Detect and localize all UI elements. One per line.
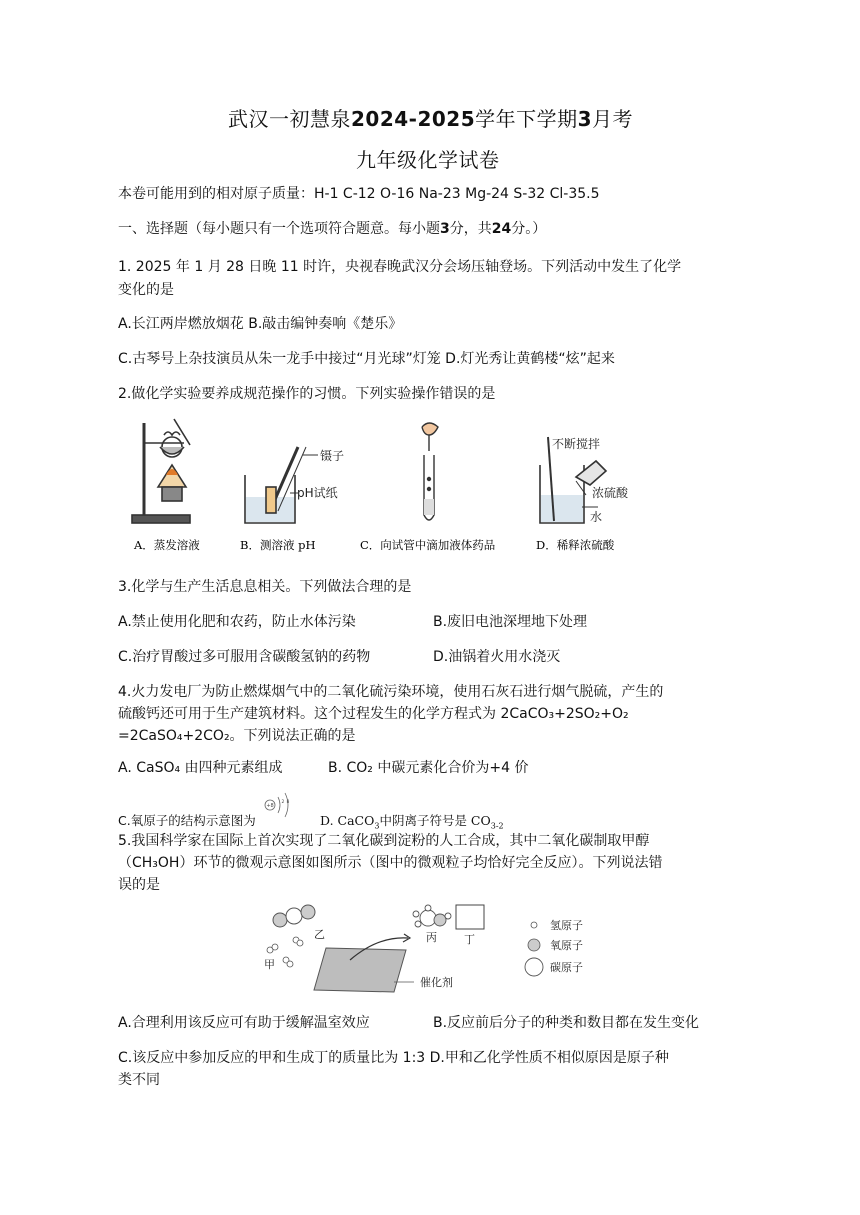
title-prefix: 武汉一初慧泉 <box>228 107 351 131</box>
co2-molecule-icon <box>273 905 315 927</box>
q5-stem-line2: （CH₃OH）环节的微观示意图如图所示（图中的微观粒子均恰好完全反应）。下列说法错 <box>118 855 663 871</box>
section-heading-text-2: 分，共 <box>449 221 492 237</box>
q5-option-a: A.合理利用该反应可有助于缓解温室效应 <box>118 1015 370 1031</box>
caption-d: D．稀释浓硫酸 <box>536 538 615 552</box>
label-yi: 乙 <box>314 928 325 941</box>
q1-options-cd: C.古琴号上杂技演员从朱一龙手中接过“月光球”灯笼 D.灯光秀让黄鹤楼“炫”起来 <box>118 351 615 367</box>
page-subtitle: 九年级化学试卷 <box>356 148 500 172</box>
q1-stem-line2: 变化的是 <box>118 282 174 298</box>
q4-stem-line2: 硫酸钙还可用于生产建筑材料。这个过程发生的化学方程式为 2CaCO₃+2SO₂+O₂ <box>118 706 629 722</box>
q4-d-prefix: D. CaCO <box>320 813 375 828</box>
q4-d-sub: 3 <box>374 821 380 831</box>
label-catalyst: 催化剂 <box>420 976 453 989</box>
oxygen-atom-diagram <box>262 788 296 822</box>
q4-d-mid: 中阴离子符号是 CO <box>379 813 491 828</box>
catalyst-plate-icon <box>314 948 406 992</box>
section-heading-text-3: 分。） <box>511 221 547 237</box>
acid-label: 浓硫酸 <box>592 486 629 500</box>
q4-stem-line3: =2CaSO₄+2CO₂。下列说法正确的是 <box>118 728 356 744</box>
q3-option-c: C.治疗胃酸过多可服用含碳酸氢钠的药物 <box>118 649 371 665</box>
q5-option-b: B.反应前后分子的种类和数目都在发生变化 <box>433 1015 700 1031</box>
q2-stem: 2.做化学实验要养成规范操作的习惯。下列实验操作错误的是 <box>118 386 496 402</box>
label-bing: 丙 <box>426 931 437 944</box>
nucleus-charge: +8 <box>266 803 274 809</box>
q5-stem-line3: 误的是 <box>118 877 160 893</box>
evaporation-apparatus-icon <box>132 419 190 523</box>
section-heading-score: 3 <box>440 221 450 237</box>
q3-option-a: A.禁止使用化肥和农药，防止水体污染 <box>118 614 356 630</box>
q3-option-b: B.废旧电池深埋地下处理 <box>433 614 588 630</box>
q4-stem-line1: 4.火力发电厂为防止燃煤烟气中的二氧化硫污染环境，使用石灰石进行烟气脱硫，产生的 <box>118 684 664 700</box>
title-mid: 学年下学期 <box>475 107 578 131</box>
legend-hydrogen: 氢原子 <box>550 919 583 932</box>
reaction-micro-diagram <box>258 900 598 1000</box>
caption-b: B．测溶液 pH <box>240 538 316 552</box>
q4-option-a: A. CaSO₄ 由四种元素组成 <box>118 760 283 776</box>
methanol-molecule-icon <box>413 905 451 927</box>
title-year: 2024-2025 <box>351 107 476 131</box>
test-tube-dropper-icon <box>422 423 438 520</box>
q4-option-d <box>320 811 504 831</box>
section-heading <box>118 218 546 240</box>
stir-label: 不断搅拌 <box>552 437 601 451</box>
legend-oxygen: 氧原子 <box>550 939 583 952</box>
product-box-icon <box>456 905 484 929</box>
oxygen-legend-icon <box>528 939 540 951</box>
q4-d-sup: 3-2 <box>490 821 504 831</box>
shell2-count: 8 <box>286 800 290 805</box>
q3-stem: 3.化学与生产生活息息相关。下列做法合理的是 <box>118 579 412 595</box>
carbon-legend-icon <box>525 958 543 976</box>
caption-a: A．蒸发溶液 <box>134 538 200 552</box>
hydrogen-legend-icon <box>531 922 537 928</box>
caption-c: C．向试管中滴加液体药品 <box>360 538 496 552</box>
section-heading-total: 24 <box>491 221 512 237</box>
q5-stem-line1: 5.我国科学家在国际上首次实现了二氧化碳到淀粉的人工合成，其中二氧化碳制取甲醇 <box>118 833 650 849</box>
ph-paper-label: pH试纸 <box>297 486 338 500</box>
q4-option-b: B. CO₂ 中碳元素化合价为+4 价 <box>328 760 529 776</box>
tweezers-label: 镊子 <box>320 449 345 463</box>
shell1-count: 2 <box>281 800 285 805</box>
q3-option-d: D.油锅着火用水浇灭 <box>433 649 561 665</box>
legend-carbon: 碳原子 <box>550 961 583 974</box>
atomic-masses: 本卷可能用到的相对原子质量：H-1 C-12 O-16 Na-23 Mg-24 S-32 Cl-35.5 <box>118 186 600 202</box>
q5-options-cd: C.该反应中参加反应的甲和生成丁的质量比为 1:3 D.甲和乙化学性质不相似原因是原子种 <box>118 1050 669 1066</box>
title-suffix: 月考 <box>592 107 634 131</box>
q5-option-d-cont: 类不同 <box>118 1072 160 1088</box>
title-num: 3 <box>577 107 593 131</box>
water-label: 水 <box>590 510 603 524</box>
page-title <box>228 103 633 132</box>
q1-options-ab: A.长江两岸燃放烟花 B.敲击编钟奏响《楚乐》 <box>118 316 403 332</box>
q4-option-c: C.氧原子的结构示意图为 <box>118 813 256 828</box>
ph-test-apparatus-icon <box>245 447 318 523</box>
q2-apparatus-figure <box>120 415 640 555</box>
q1-stem-line1: 1. 2025 年 1 月 28 日晚 11 时许，央视春晚武汉分会场压轴登场。下列活动中发生了化学 <box>118 259 682 275</box>
label-ding: 丁 <box>464 933 475 946</box>
section-heading-text-1: 一、选择题（每小题只有一个选项符合题意。每小题 <box>118 221 440 237</box>
label-jia: 甲 <box>264 958 275 971</box>
